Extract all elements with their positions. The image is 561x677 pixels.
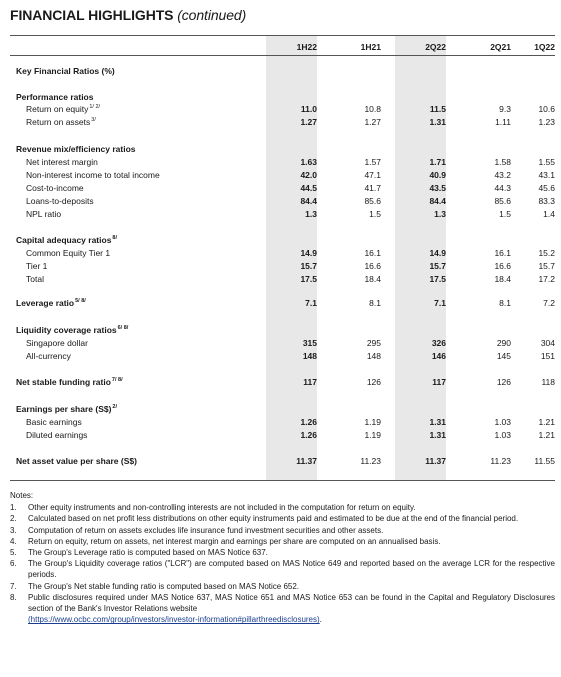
value-cell: 1.31: [429, 430, 446, 440]
value-cell: 1.26: [300, 430, 317, 440]
value-cell: 8.1: [369, 298, 381, 308]
value-cell: 14.9: [300, 248, 317, 258]
table-row: [10, 351, 555, 363]
section-heading-row: [10, 92, 555, 104]
footnote-ref: 7/ 8/: [111, 377, 123, 384]
row-label: Tier 1: [26, 261, 48, 271]
section-heading-row: [10, 404, 555, 416]
value-cell: 11.23: [490, 456, 511, 466]
section-heading: Capital adequacy ratios$^{8/}$: [16, 235, 118, 245]
note-text: Computation of return on assets excludes life insurance fund investment securities and other assets.: [28, 525, 384, 535]
note-text: Return on equity, return on assets, net interest margin and earnings per share are computed on an annualised basis.: [28, 536, 441, 546]
value-cell: 1.31: [429, 417, 446, 427]
value-cell: 1.3: [434, 209, 446, 219]
value-cell: 43.1: [538, 170, 555, 180]
value-cell: 44.3: [494, 183, 511, 193]
value-cell: 10.6: [538, 104, 555, 114]
value-cell: 1.4: [543, 209, 555, 219]
value-cell: 1.27: [364, 117, 381, 127]
investor-relations-link[interactable]: (https://www.ocbc.com/group/investors/investor-information#pillarthreedisclosures): [28, 615, 320, 625]
value-cell: 40.9: [429, 170, 446, 180]
value-cell: 1.71: [429, 157, 446, 167]
note-text: The Group's Liquidity coverage ratios ("LCR") are computed based on MAS Notice 649 and reported based on the average LCR for the respective periods.: [28, 559, 555, 580]
row-label: Return on equity$^{1/ 2/}$: [26, 104, 101, 114]
notes-heading: Notes:: [10, 491, 34, 500]
note-text: Calculated based on net profit less distributions on other equity instruments paid and estimated to be due at the end of the financial period.: [28, 514, 519, 524]
section-heading-row: [10, 325, 555, 337]
value-cell: 1.21: [538, 430, 555, 440]
row-label: Net interest margin: [26, 157, 98, 167]
value-cell: 15.2: [538, 248, 555, 258]
column-header: 2Q21: [490, 42, 511, 52]
row-label: All-currency: [26, 351, 71, 361]
value-cell: 11.55: [534, 456, 555, 466]
note-item: [10, 536, 555, 547]
value-cell: 117: [432, 377, 446, 387]
table-title: Key Financial Ratios (%): [16, 66, 115, 76]
value-cell: 148: [302, 351, 317, 361]
row-label: Non-interest income to total income: [26, 170, 160, 180]
section-heading: Revenue mix/efficiency ratios: [16, 144, 136, 154]
value-cell: 17.5: [429, 274, 446, 284]
value-cell: 1.26: [300, 417, 317, 427]
value-cell: 1.21: [538, 417, 555, 427]
table-row: [10, 338, 555, 350]
value-cell: 18.4: [364, 274, 381, 284]
value-cell: 17.5: [300, 274, 317, 284]
value-cell: 11.37: [296, 456, 317, 466]
note-number: 7.: [10, 581, 17, 591]
note-number: 1.: [10, 503, 17, 513]
note-item: [10, 558, 555, 580]
section-heading: Liquidity coverage ratios$^{6/ 8/}$: [16, 325, 129, 335]
value-cell: 118: [541, 377, 555, 387]
value-cell: 41.7: [364, 183, 381, 193]
value-cell: 45.6: [538, 183, 555, 193]
value-cell: 7.1: [305, 298, 317, 308]
value-cell: 1.03: [494, 417, 511, 427]
section-heading: Performance ratios: [16, 92, 94, 102]
table-row: [10, 261, 555, 273]
value-cell: 1.63: [300, 157, 317, 167]
value-cell: 1.58: [494, 157, 511, 167]
value-cell: 85.6: [494, 196, 511, 206]
value-cell: 18.4: [494, 274, 511, 284]
note-number: 5.: [10, 548, 17, 558]
table-row: [10, 298, 555, 310]
value-cell: 1.27: [300, 117, 317, 127]
value-cell: 15.7: [429, 261, 446, 271]
value-cell: 16.1: [364, 248, 381, 258]
value-cell: 9.3: [499, 104, 511, 114]
row-label: Cost-to-income: [26, 183, 84, 193]
row-label: NPL ratio: [26, 209, 62, 219]
header-divider: [10, 55, 555, 56]
table-row: [10, 377, 555, 389]
table-row: [10, 157, 555, 169]
footnote-ref: 8/: [112, 235, 118, 242]
table-header-row: [10, 42, 555, 54]
value-cell: 43.2: [494, 170, 511, 180]
note-number: 2.: [10, 514, 17, 524]
notes-list: [10, 502, 555, 625]
table-row: [10, 170, 555, 182]
table-row: [10, 104, 555, 116]
note-text: The Group's Net stable funding ratio is computed based on MAS Notice 652.: [28, 581, 300, 591]
notes-section: [10, 490, 555, 625]
value-cell: 11.5: [429, 104, 446, 114]
value-cell: 145: [496, 351, 511, 361]
value-cell: 1.19: [364, 417, 381, 427]
note-item: [10, 581, 555, 592]
note-item: [10, 592, 555, 626]
row-label: Return on assets$^{3/}$: [26, 117, 96, 127]
row-label: Common Equity Tier 1: [26, 248, 111, 258]
value-cell: 15.7: [300, 261, 317, 271]
value-cell: 83.3: [538, 196, 555, 206]
row-label: Loans-to-deposits: [26, 196, 94, 206]
row-label: Singapore dollar: [26, 338, 88, 348]
section-heading: Net stable funding ratio$^{7/ 8/}$: [16, 377, 123, 387]
column-header: 1Q22: [534, 42, 555, 52]
value-cell: 84.4: [429, 196, 446, 206]
note-text: Other equity instruments and non-controlling interests are not included in the computation for return on equity.: [28, 503, 416, 513]
value-cell: 11.23: [360, 456, 381, 466]
value-cell: 1.5: [369, 209, 381, 219]
column-header: 2Q22: [425, 42, 446, 52]
note-number: 8.: [10, 592, 17, 602]
value-cell: 117: [303, 377, 317, 387]
value-cell: 315: [302, 338, 317, 348]
table-row: [10, 274, 555, 286]
page-title: FINANCIAL HIGHLIGHTS (continued): [10, 7, 247, 23]
section-heading: Earnings per share (S$)$^{2/}$: [16, 404, 118, 414]
value-cell: 1.5: [499, 209, 511, 219]
note-text: The Group's Leverage ratio is computed based on MAS Notice 637.: [28, 548, 268, 558]
section-heading: Leverage ratio$^{5/ 8/}$: [16, 298, 86, 308]
note-item: [10, 547, 555, 558]
value-cell: 1.3: [305, 209, 317, 219]
value-cell: 15.7: [538, 261, 555, 271]
value-cell: 304: [540, 338, 555, 348]
note-number: 6.: [10, 559, 17, 569]
note-text-end: .: [319, 615, 322, 625]
table-row: [10, 183, 555, 195]
row-label: Basic earnings: [26, 417, 82, 427]
footnote-ref: 6/ 8/: [117, 325, 129, 332]
value-cell: 16.6: [494, 261, 511, 271]
value-cell: 11.37: [425, 456, 446, 466]
value-cell: 1.23: [538, 117, 555, 127]
value-cell: 14.9: [429, 248, 446, 258]
value-cell: 148: [366, 351, 381, 361]
table-row: [10, 456, 555, 468]
value-cell: 326: [431, 338, 446, 348]
footnote-ref: 1/ 2/: [89, 104, 101, 111]
value-cell: 10.8: [364, 104, 381, 114]
value-cell: 16.6: [364, 261, 381, 271]
value-cell: 1.03: [494, 430, 511, 440]
table-row: [10, 430, 555, 442]
table-row: [10, 117, 555, 129]
value-cell: 7.1: [434, 298, 446, 308]
section-heading: Net asset value per share (S$): [16, 456, 137, 466]
note-text: Public disclosures required under MAS Notice 637, MAS Notice 651 and MAS Notice 653 can be found in the Capital and Regulatory Disclosures section of the Bank's Investor Relations website: [28, 592, 555, 614]
value-cell: 295: [366, 338, 381, 348]
footnote-ref: 5/ 8/: [75, 298, 86, 305]
table-row: [10, 248, 555, 260]
value-cell: 151: [540, 351, 555, 361]
value-cell: 44.5: [300, 183, 317, 193]
row-label: Total: [26, 274, 44, 284]
value-cell: 11.0: [300, 104, 317, 114]
value-cell: 126: [496, 377, 511, 387]
value-cell: 16.1: [494, 248, 511, 258]
value-cell: 47.1: [364, 170, 381, 180]
table-row: [10, 417, 555, 429]
value-cell: 1.57: [364, 157, 381, 167]
row-label: Diluted earnings: [26, 430, 88, 440]
value-cell: 1.55: [538, 157, 555, 167]
footnote-ref: 3/: [91, 117, 96, 124]
value-cell: 8.1: [499, 298, 511, 308]
note-number: 4.: [10, 536, 17, 546]
value-cell: 290: [496, 338, 511, 348]
footnote-ref: 2/: [112, 404, 118, 411]
table-title-row: [10, 66, 555, 78]
value-cell: 17.2: [538, 274, 555, 284]
value-cell: 1.11: [495, 117, 511, 127]
value-cell: 7.2: [543, 298, 555, 308]
value-cell: 85.6: [364, 196, 381, 206]
column-header: 1H22: [296, 42, 317, 52]
value-cell: 42.0: [300, 170, 317, 180]
value-cell: 84.4: [300, 196, 317, 206]
note-item: [10, 502, 555, 513]
value-cell: 1.19: [364, 430, 381, 440]
table-row: [10, 196, 555, 208]
value-cell: 146: [431, 351, 446, 361]
table-row: [10, 209, 555, 221]
column-header: 1H21: [360, 42, 381, 52]
value-cell: 126: [366, 377, 381, 387]
value-cell: 43.5: [429, 183, 446, 193]
section-heading-row: [10, 235, 555, 247]
note-number: 3.: [10, 525, 17, 535]
value-cell: 1.31: [429, 117, 446, 127]
page-title-suffix: (continued): [177, 7, 247, 23]
note-item: [10, 513, 555, 524]
section-heading-row: [10, 144, 555, 156]
note-item: [10, 525, 555, 536]
